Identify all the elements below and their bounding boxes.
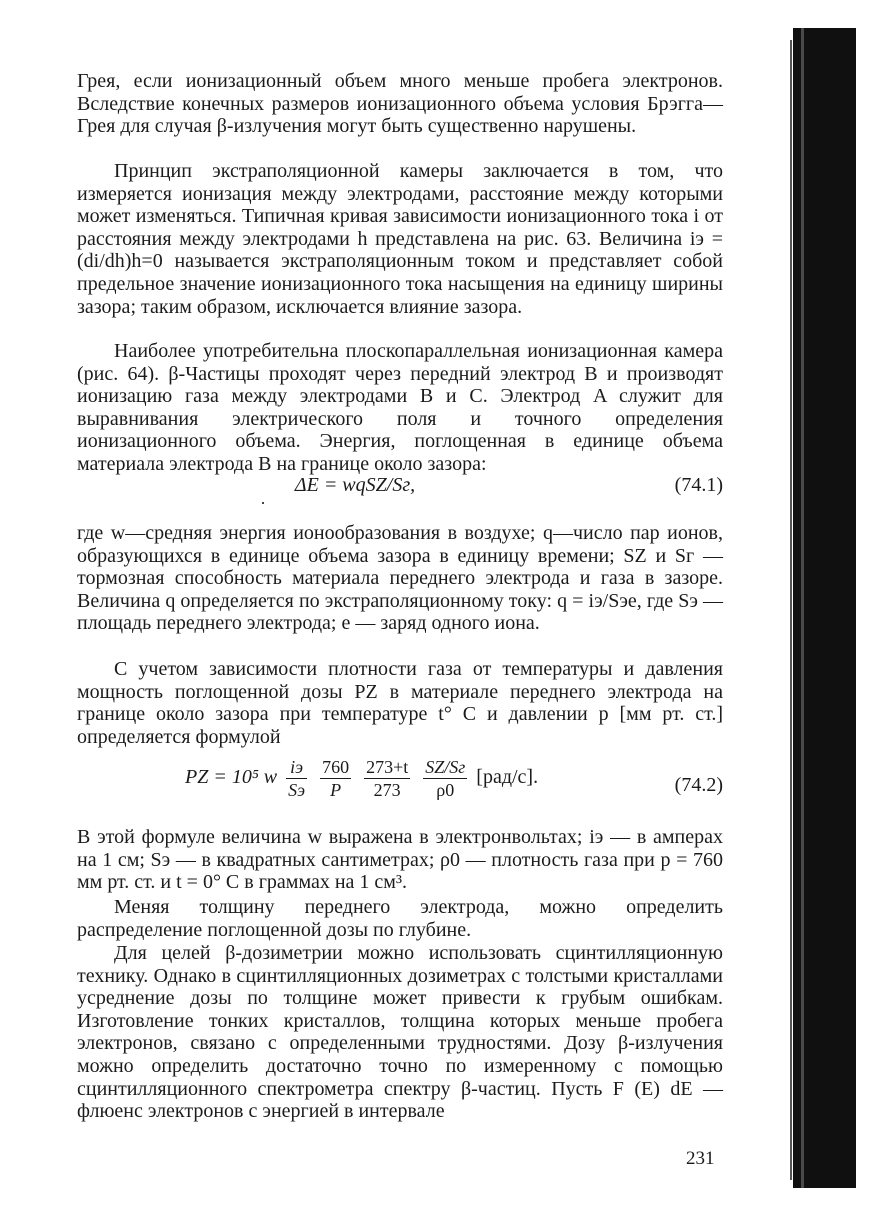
equation-74-1-number: (74.1)	[674, 474, 723, 496]
fraction-pressure-denominator: P	[330, 780, 342, 800]
equation-74-2-lhs: PZ = 10⁵ w	[185, 766, 278, 789]
scan-binding-stripe	[801, 28, 804, 1188]
equation-74-2-formula	[185, 756, 538, 801]
paragraph-1: Грея, если ионизационный объем много меньше пробега электронов. Вследствие конечных размеров ионизационного объема условия Брэгга—Грея для случая β-излучения могут быть существенно нарушены.	[77, 70, 723, 138]
paragraph-3: Наиболее употребительна плоскопараллельная ионизационная камера (рис. 64). β-Частицы проходят через передний электрод B и производят ионизацию газа между электродами B и C. Электрод A служит для выравнивания электрического поля и точного определения ионизационного объема. Энергия, поглощенная в единице объема материала электрода B на границе около зазора:	[77, 340, 723, 475]
paragraph-4: где w—средняя энергия ионообразования в воздухе; q—число пар ионов, образующихся в единице объема зазора в единицу времени; SZ и Sг — тормозная способность материала переднего электрода и газа в зазоре. Величина q определяется по экстраполяционному току: q = iэ/Sэe, где Sэ — площадь переднего электрода; e — заряд одного иона.	[77, 522, 723, 635]
page-number: 231	[686, 1148, 715, 1169]
fraction-pressure-numerator: 760	[322, 757, 350, 777]
equation-74-1	[77, 474, 723, 504]
paragraph-5: С учетом зависимости плотности газа от температуры и давления мощность поглощенной дозы PZ в материале переднего электрода на границе около зазора при температуре t° С и давлении p [мм рт. ст.] определяется формулой	[77, 658, 723, 748]
fraction-current	[286, 756, 307, 801]
scan-edge-line	[790, 40, 792, 1180]
paragraph-8: Для целей β-дозиметрии можно использовать сцинтилляционную технику. Однако в сцинтилляционных дозиметрах с толстыми кристаллами усреднение дозы по толщине может привести к грубым ошибкам. Изготовление тонких кристаллов, толщина которых меньше пробега электронов, связано с определенными трудностями. Дозу β-излучения можно определить достаточно точно по измеренному с помощью сцинтилляционного спектрометра спектру β-частиц. Пусть F (E) dE — флюенс электронов с энергией в интервале	[77, 942, 723, 1123]
paragraph-2: Принцип экстраполяционной камеры заключается в том, что измеряется ионизация между электродами, расстояние между которыми может изменяться. Типичная кривая зависимости ионизационного тока i от расстояния между электродами h представлена на рис. 63. Величина iэ = (di/dh)h=0 называется экстраполяционным током и представляет собой предельное значение ионизационного тока насыщения на единицу ширины зазора; таким образом, исключается влияние зазора.	[77, 160, 723, 318]
fraction-stopping-power-numerator: SZ/Sг	[425, 757, 466, 777]
fraction-temperature	[364, 756, 410, 801]
equation-74-1-body: ΔE = wqSZ/Sг,	[294, 474, 416, 496]
fraction-temperature-denominator: 273	[373, 780, 401, 800]
equation-74-2	[77, 756, 723, 826]
fraction-pressure	[320, 756, 351, 801]
fraction-stopping-power-denominator: ρ0	[436, 780, 455, 800]
equation-74-2-number: (74.2)	[674, 774, 723, 796]
scan-speck	[262, 502, 264, 504]
equation-74-2-unit: [рад/с].	[476, 766, 539, 789]
fraction-current-denominator: Sэ	[288, 780, 306, 800]
paragraph-6: В этой формуле величина w выражена в электронвольтах; iэ — в амперах на 1 см; Sэ — в квадратных сантиметрах; ρ0 — плотность газа при p = 760 мм рт. ст. и t = 0° С в граммах на 1 см³.	[77, 826, 723, 894]
fraction-temperature-numerator: 273+t	[366, 757, 409, 777]
fraction-stopping-power	[423, 756, 467, 801]
paragraph-7: Меняя толщину переднего электрода, можно определить распределение поглощенной дозы по глубине.	[77, 896, 723, 941]
fraction-current-numerator: iэ	[286, 756, 307, 779]
